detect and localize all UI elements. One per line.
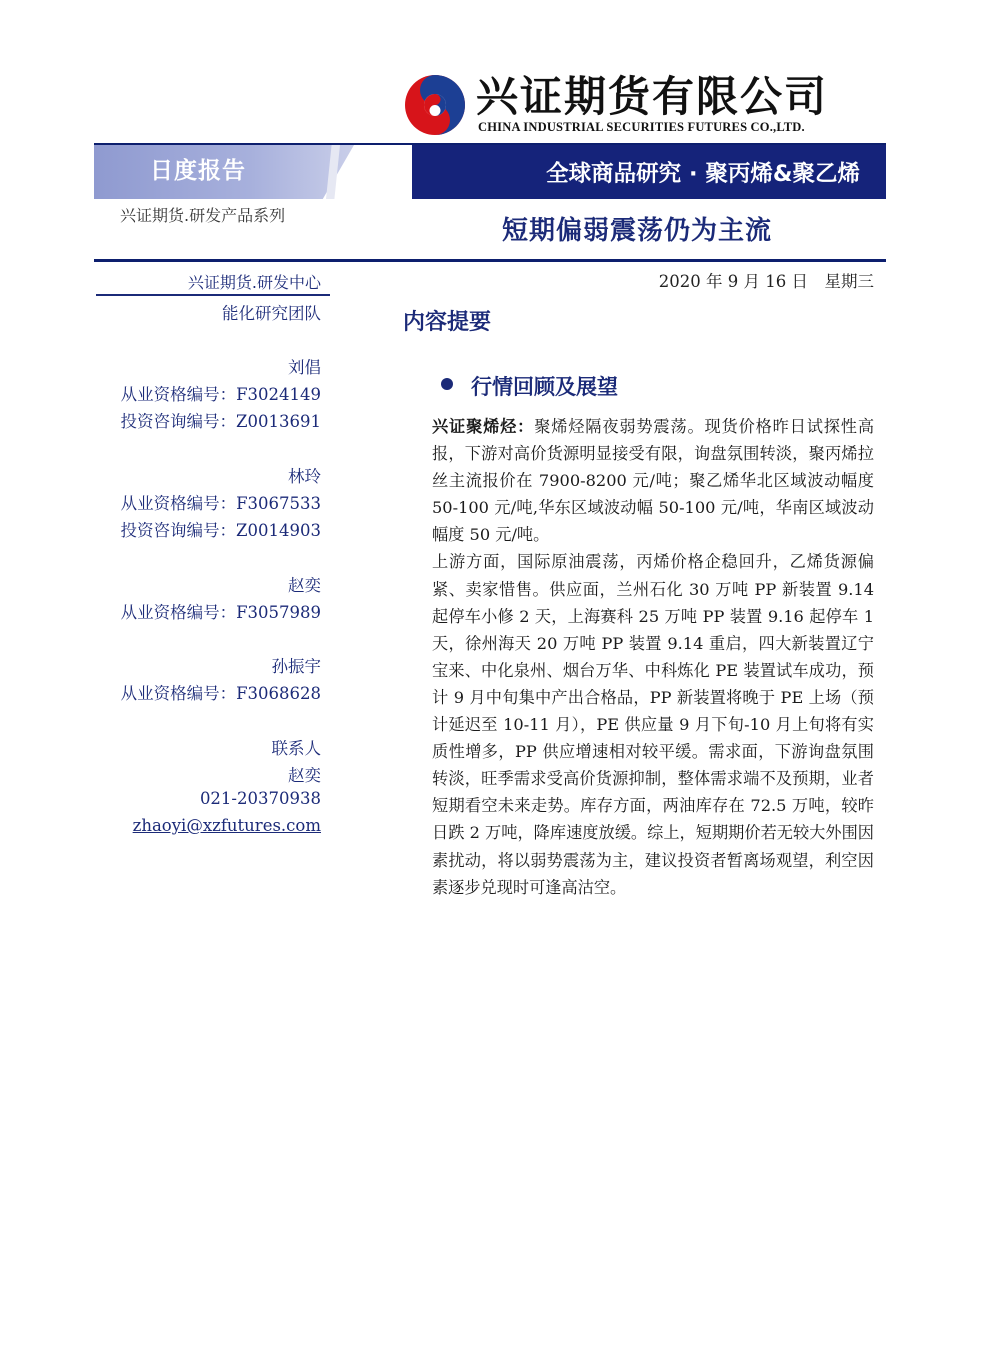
summary-body bbox=[432, 413, 874, 901]
company-name-cn: 兴证期货有限公司 bbox=[476, 72, 829, 121]
analyst-credential: 投资咨询编号：Z0014903 bbox=[120, 521, 321, 540]
sidebar-rule bbox=[96, 294, 330, 296]
analyst-credential: 从业资格编号：F3067533 bbox=[120, 494, 321, 513]
analyst-name: 孙振宇 bbox=[271, 657, 321, 676]
analyst-credential: 从业资格编号：F3024149 bbox=[120, 385, 321, 404]
swirl-logo-icon bbox=[404, 74, 466, 136]
report-date: 2020 年 9 月 16 日 星期三 bbox=[658, 272, 874, 291]
analyst-name: 林玲 bbox=[288, 467, 321, 486]
contact-name: 赵奕 bbox=[288, 766, 321, 785]
lead-label: 兴证聚烯烃： bbox=[432, 417, 535, 436]
contact-email-link[interactable]: zhaoyi@xzfutures.com bbox=[132, 816, 321, 835]
paragraph bbox=[432, 413, 874, 548]
section-title: 行情回顾及展望 bbox=[471, 375, 618, 399]
analyst-credential: 投资咨询编号：Z0013691 bbox=[120, 412, 321, 431]
contact-phone: 021-20370938 bbox=[199, 789, 321, 808]
paragraph: 上游方面，国际原油震荡，丙烯价格企稳回升，乙烯货源偏紧、卖家惜售。供应面，兰州石化 30 万吨 PP 新装置 9.14 起停车小修 2 天，上海赛科 25 万吨 PP 装置 9.16 起停车 1 天，徐州海天 20 万吨 PP 装置 9.14 重启，四大新装置辽宁宝来、中化泉州、烟台万华、中科炼化 PE 装置试车成功，预计 9 月中旬集中产出合格品，PP 新装置将晚于 PE 上场（预计延迟至 10-11 月），PE 供应量 9 月下旬-10 月上旬将有实质性增多，PP 供应增速相对较平缓。需求面，下游询盘氛围转淡，旺季需求受高价货源抑制，整体需求端不及预期，业者短期看空未来走势。库存方面，两油库存在 72.5 万吨，较昨日跌 2 万吨，降库速度放缓。综上，短期期价若无较大外围因素扰动，将以弱势震荡为主，建议投资者暂离场观望，利空因素逐步兑现时可逢高沽空。 bbox=[432, 552, 874, 897]
team-name: 能化研究团队 bbox=[222, 304, 321, 323]
analyst-credential: 从业资格编号：F3057989 bbox=[120, 603, 321, 622]
analyst-name: 刘倡 bbox=[288, 358, 321, 377]
company-logo bbox=[404, 72, 866, 138]
report-type-label: 日度报告 bbox=[150, 158, 246, 184]
summary-title: 内容提要 bbox=[403, 310, 492, 335]
research-center: 兴证期货.研发中心 bbox=[187, 273, 321, 292]
topic-label: 全球商品研究 · 聚丙烯&聚乙烯 bbox=[546, 161, 860, 187]
company-name-en: CHINA INDUSTRIAL SECURITIES FUTURES CO.,LTD. bbox=[478, 120, 805, 134]
contact-label: 联系人 bbox=[271, 739, 321, 758]
analyst-name: 赵奕 bbox=[288, 576, 321, 595]
series-label: 兴证期货.研发产品系列 bbox=[120, 206, 286, 225]
report-headline: 短期偏弱震荡仍为主流 bbox=[502, 216, 773, 246]
header-bottom-rule bbox=[94, 259, 886, 262]
analyst-credential: 从业资格编号：F3068628 bbox=[120, 684, 321, 703]
paragraph-text: 聚烯烃隔夜弱势震荡。现货价格昨日试探性高报，下游对高价货源明显接受有限，询盘氛围转淡，聚丙烯拉丝主流报价在 7900-8200 元/吨；聚乙烯华北区域波动幅度 50-100 元/吨,华东区域波动幅 50-100 元/吨，华南区域波动幅度 50 元/吨。 bbox=[432, 417, 875, 545]
bullet-dot-icon bbox=[441, 378, 453, 390]
